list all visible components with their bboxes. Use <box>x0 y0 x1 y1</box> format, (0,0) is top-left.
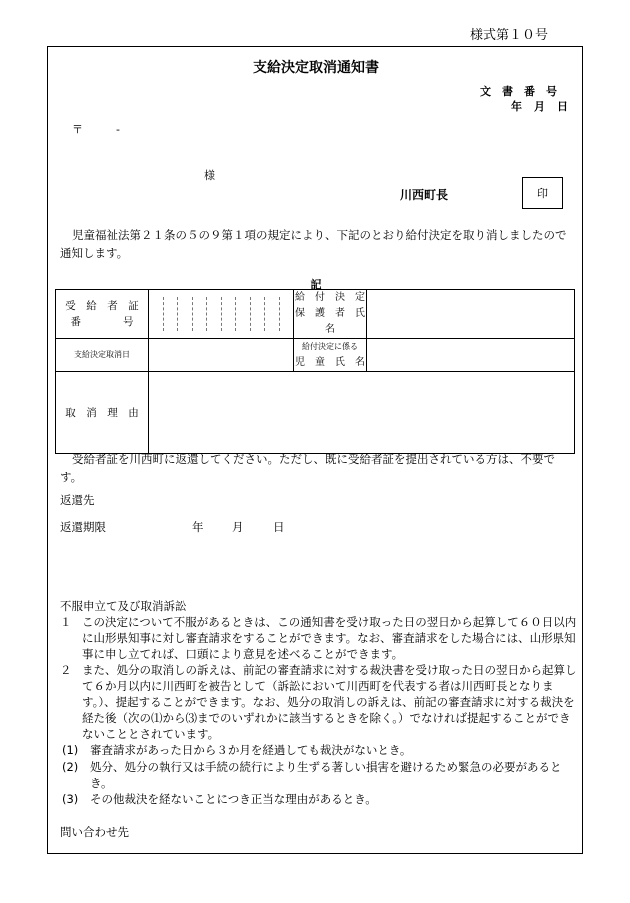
return-notice: 受給者証を川西町に返還してください。ただし、既に受給者証を提出されている方は、不要です。 <box>60 452 555 484</box>
inquiry-label: 問い合わせ先 <box>60 825 129 839</box>
postal-code: 〒 - <box>72 123 120 136</box>
sub-item-1: (1) 審査請求があった日から３か月を経過しても裁決がないとき。 <box>62 743 412 757</box>
appeal-heading: 不服申立て及び取消訴訟 <box>60 599 187 613</box>
form-number: 様式第１０号 <box>470 28 549 43</box>
deadline-label: 返還期限 <box>60 520 106 534</box>
document-frame <box>47 46 583 854</box>
addressee-suffix: 様 <box>204 169 215 182</box>
reason-field[interactable] <box>149 372 575 454</box>
deadline-month: 月 <box>232 520 244 534</box>
sub-item-3: (3) その他裁決を経ないことにつき正当な理由があるとき。 <box>62 792 377 806</box>
sub-item-2: (2) 処分、処分の執行又は手続の続行により生ずる著しい損害を避けるため緊急の必要があるとき。 <box>62 760 562 790</box>
cancel-date-field[interactable] <box>149 339 294 372</box>
issue-date <box>499 98 568 114</box>
issuer-name: 川西町長 <box>400 188 449 202</box>
document-title: 支給決定取消通知書 <box>253 60 379 76</box>
deadline-year: 年 <box>192 520 204 534</box>
cert-number-label: 受 給 者 証 番 号 <box>56 290 149 339</box>
date-month: 月 <box>534 100 545 113</box>
cert-number-cells[interactable] <box>149 290 294 339</box>
deadline-day: 日 <box>273 520 285 534</box>
cancel-date-label: 支給決定取消日 <box>56 339 149 372</box>
ki-heading: 記 <box>310 278 322 291</box>
document-number-label: 文書番号 <box>480 85 568 98</box>
guardian-name-field[interactable] <box>367 290 575 339</box>
child-name-field[interactable] <box>367 339 575 372</box>
child-name-label: 給付決定に係る 児 童 氏 名 <box>294 339 367 372</box>
intro-paragraph: 児童福祉法第２１条の５の９第１項の規定により、下記のとおり給付決定を取り消しましたので通知します。 <box>60 228 567 260</box>
record-table <box>55 289 575 454</box>
return-to-label: 返還先 <box>60 493 95 507</box>
appeal-item-2: ２ また、処分の取消しの訴えは、前記の審査請求に対する裁決書を受け取った日の翌日から起算して６か月以内に川西町を被告として（訴訟において川西町を代表する者は川西町長となります。）、提起することができます。なお、処分の取消しの訴えは、前記の審査請求に対する裁決を経た後（次の⑴から⑶までのいずれかに該当するときを除く。）でなければ提起することができないこととされています。 <box>60 663 577 741</box>
reason-label: 取 消 理 由 <box>56 372 149 454</box>
guardian-name-label: 給 付 決 定 保 護 者 氏 名 <box>294 290 367 339</box>
seal-box: 印 <box>522 177 563 209</box>
date-day: 日 <box>557 100 568 113</box>
date-year: 年 <box>511 100 522 113</box>
appeal-item-1: １ この決定について不服があるときは、この通知書を受け取った日の翌日から起算して６０日以内に山形県知事に対し審査請求をすることができます。なお、審査請求をした場合には、山形県知事に申し立てれば、口頭により意見を述べることができます。 <box>60 615 577 661</box>
